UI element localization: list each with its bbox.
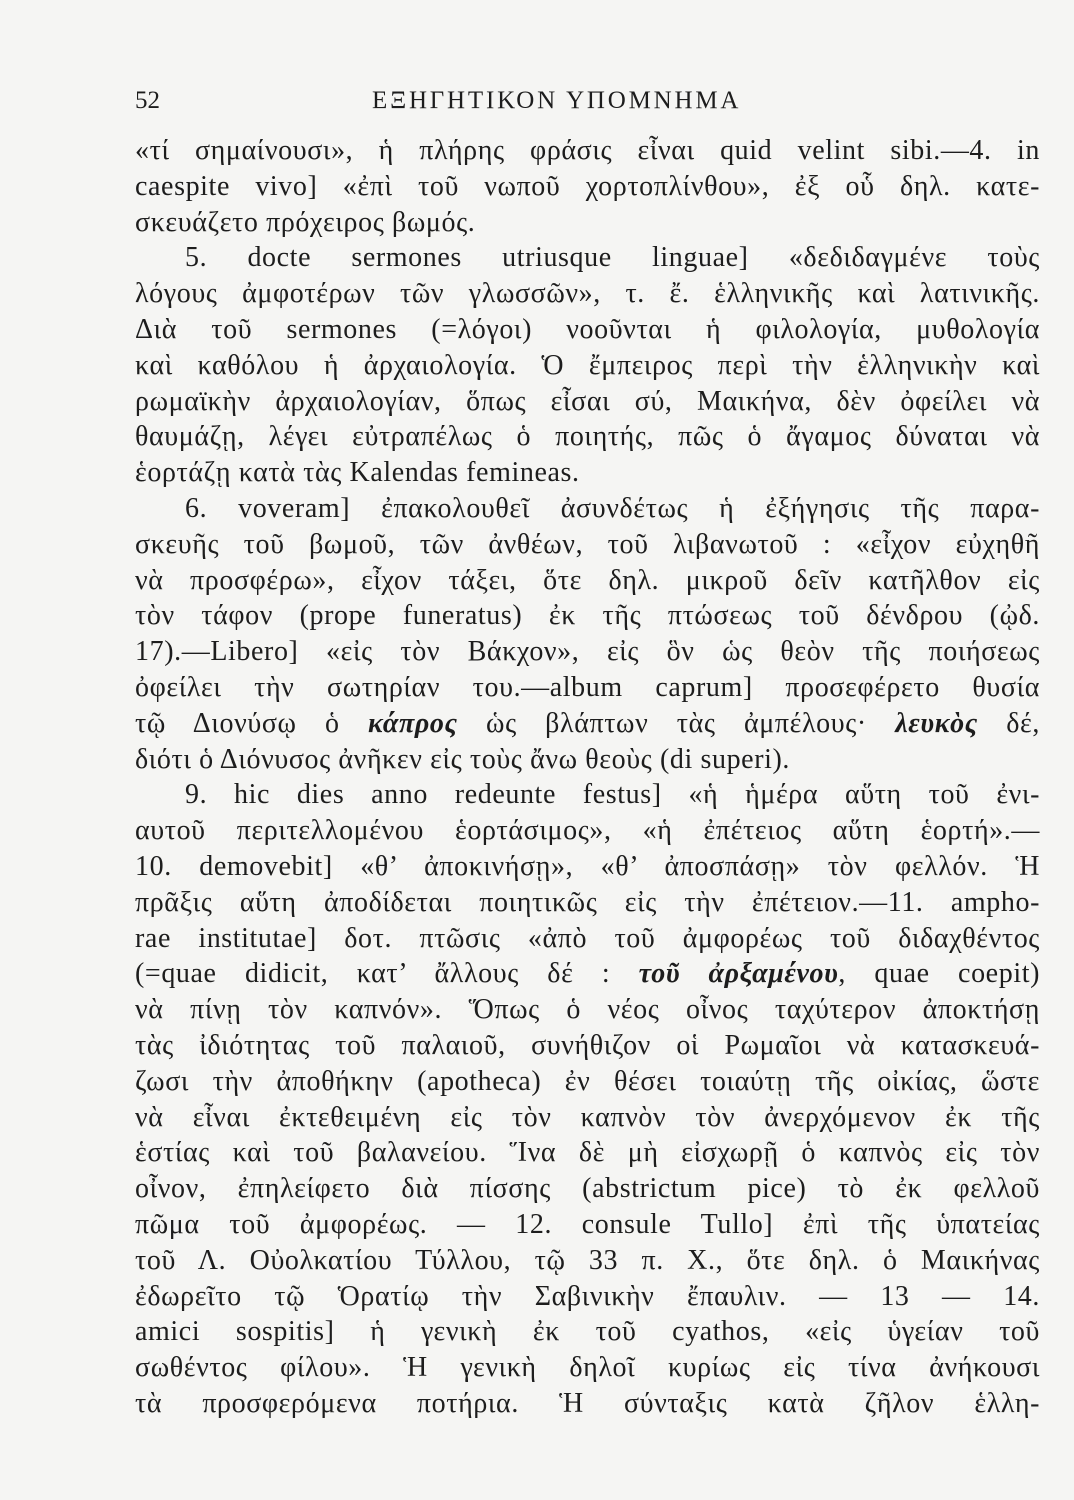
line-text: αυτοῦ περιτελλομένου ἑορτάσιμος», «ἡ ἐπέτειος αὕτη ἑορτή».— (135, 815, 1040, 847)
text-line (135, 527, 1040, 563)
text-line (135, 455, 1040, 491)
line-text: ἑστίας καὶ τοῦ βαλανείου. Ἵνα δὲ μὴ εἰσχωρῇ ὁ καπνὸς εἰς τὸν (135, 1137, 1040, 1169)
line-text-segment: , quae coepit) (838, 958, 1040, 990)
text-line (135, 205, 1040, 241)
text-line (135, 885, 1040, 921)
text-line (135, 742, 1040, 778)
line-text-segment: τῷ Διονύσῳ ὁ (135, 707, 369, 739)
text-line (135, 921, 1040, 957)
text-line (135, 491, 1040, 527)
line-text: λόγους ἀμφοτέρων τῶν γλωσσῶν», τ. ἔ. ἑλληνικῆς καὶ λατινικῆς. (135, 278, 1040, 310)
text-line (135, 133, 1040, 169)
line-text: καὶ καθόλου ἡ ἀρχαιολογία. Ὁ ἔμπειρος περὶ τὴν ἑλληνικὴν καὶ (135, 349, 1040, 381)
page-number: 52 (135, 87, 160, 114)
line-text: «τί σημαίνουσι», ἡ πλήρης φράσις εἶναι quid velint sibi.—4. in (135, 135, 1040, 166)
text-line (135, 670, 1040, 706)
text-line (135, 1243, 1040, 1279)
text-line (135, 813, 1040, 849)
text-line (135, 992, 1040, 1028)
emphasized-term: κάπρος (368, 707, 458, 739)
line-text: 6. voveram] ἐπακολουθεῖ ἀσυνδέτως ἡ ἐξήγησις τῆς παρα- (185, 492, 1040, 524)
text-line (135, 563, 1040, 599)
text-line (135, 1386, 1040, 1422)
text-line (135, 706, 1040, 742)
line-text: ἐδωρεῖτο τῷ Ὁρατίῳ τὴν Σαβινικὴν ἔπαυλιν. — 13 — 14. (135, 1280, 1040, 1312)
text-line (135, 956, 1040, 992)
line-text: πρᾶξις αὕτη ἀποδίδεται ποιητικῶς εἰς τὴν ἐπέτειον.—11. ampho- (135, 886, 1040, 918)
line-text: τὸν τάφον (prope funeratus) ἐκ τῆς πτώσεως τοῦ δένδρου (ᾠδ. (135, 600, 1040, 632)
text-line (135, 169, 1040, 205)
text-line (135, 1279, 1040, 1315)
text-line (135, 419, 1040, 455)
line-text: rae institutae] δοτ. πτῶσις «ἀπὸ τοῦ ἀμφορέως τοῦ διδαχθέντος (135, 922, 1040, 954)
text-line (135, 312, 1040, 348)
line-text: θαυμάζῃ, λέγει εὐτραπέλως ὁ ποιητής, πῶς ὁ ἄγαμος δύναται νὰ (135, 421, 1040, 453)
line-text-segment: (=quae didicit, κατ’ ἄλλους δέ : (135, 958, 639, 990)
running-head-title: ΕΞΗΓΗΤΙΚΟΝ ΥΠΟΜΝΗΜΑ (372, 87, 742, 114)
line-text: τοῦ Λ. Οὐολκατίου Τύλλου, τῷ 33 π. Χ., ὅτε δηλ. ὁ Μαικήνας (135, 1244, 1040, 1276)
line-text: οἶνον, ἐπηλείφετο διὰ πίσσης (abstrictum pice) τὸ ἐκ φελλοῦ (135, 1173, 1040, 1205)
line-text (135, 956, 1040, 992)
line-text: amici sospitis] ἡ γενικὴ ἐκ τοῦ cyathos, «εἰς ὑγείαν τοῦ (135, 1316, 1040, 1348)
text-line (135, 777, 1040, 813)
emphasized-term: λευκὸς (895, 707, 978, 739)
line-text: σκευῆς τοῦ βωμοῦ, τῶν ἀνθέων, τοῦ λιβανωτοῦ : «εἶχον εὐχηθῆ (135, 528, 1040, 560)
line-text: ἑορτάζῃ κατὰ τὰς Kalendas femineas. (135, 457, 580, 489)
text-line (135, 1100, 1040, 1136)
line-text: νὰ προσφέρω», εἶχον τάξει, ὅτε δηλ. μικροῦ δεῖν κατῆλθον εἰς (135, 564, 1040, 596)
line-text: 10. demovebit] «θ’ ἀποκινήσῃ», «θ’ ἀποσπάσῃ» τὸν φελλόν. Ἡ (135, 850, 1040, 882)
text-line (135, 1171, 1040, 1207)
text-line (135, 1028, 1040, 1064)
text-line (135, 598, 1040, 634)
commentary-text (135, 133, 1040, 1422)
line-text: caespite vivo] «ἐπὶ τοῦ νωποῦ χορτοπλίνθου», ἐξ οὗ δηλ. κατε- (135, 170, 1040, 202)
emphasized-term: τοῦ ἀρξαμένου (638, 958, 839, 990)
text-line (135, 384, 1040, 420)
line-text: ὀφείλει τὴν σωτηρίαν του.—album caprum] προσεφέρετο θυσία (135, 671, 1040, 703)
line-text: νὰ εἶναι ἐκτεθειμένη εἰς τὸν καπνὸν τὸν ἀνερχόμενον ἐκ τῆς (135, 1101, 1040, 1133)
line-text (135, 706, 1040, 742)
text-line (135, 1064, 1040, 1100)
line-text-segment: δέ, (977, 707, 1041, 739)
line-text: διότι ὁ Διόνυσος ἀνῆκεν εἰς τοὺς ἄνω θεοὺς (di superi). (135, 743, 791, 775)
text-line (135, 849, 1040, 885)
line-text: σωθέντος φίλου». Ἡ γενικὴ δηλοῖ κυρίως εἰς τίνα ἀνήκουσι (135, 1352, 1040, 1384)
text-line (135, 1350, 1040, 1386)
text-line (135, 348, 1040, 384)
line-text-segment: ὡς βλάπτων τὰς ἀμπέλους· (457, 707, 896, 739)
text-line (135, 1135, 1040, 1171)
text-line (135, 240, 1040, 276)
line-text: νὰ πίνῃ τὸν καπνόν». Ὅπως ὁ νέος οἶνος ταχύτερον ἀποκτήσῃ (135, 994, 1040, 1026)
text-line (135, 1207, 1040, 1243)
line-text: 9. hic dies anno redeunte festus] «ἡ ἡμέρα αὕτη τοῦ ἐνι- (185, 779, 1040, 811)
line-text: Διὰ τοῦ sermones (=λόγοι) νοοῦνται ἡ φιλολογία, μυθολογία (135, 313, 1040, 345)
line-text: 5. docte sermones utriusque linguae] «δεδιδαγμένε τοὺς (185, 242, 1040, 274)
line-text: τὰς ἰδιότητας τοῦ παλαιοῦ, συνήθιζον οἱ Ρωμαῖοι νὰ κατασκευά- (135, 1029, 1040, 1061)
line-text: ρωμαϊκὴν ἀρχαιολογίαν, ὅπως εἶσαι σύ, Μαικήνα, δὲν ὀφείλει νὰ (135, 385, 1040, 417)
line-text: ζωσι τὴν ἀποθήκην (apotheca) ἐν θέσει τοιαύτῃ τῆς οἰκίας, ὥστε (135, 1065, 1040, 1097)
text-line (135, 276, 1040, 312)
line-text: σκευάζετο πρόχειρος βωμός. (135, 206, 476, 238)
text-line (135, 1314, 1040, 1350)
text-line (135, 634, 1040, 670)
line-text: πῶμα τοῦ ἀμφορέως. — 12. consule Tullo] ἐπὶ τῆς ὑπατείας (135, 1208, 1040, 1240)
line-text: 17).—Libero] «εἰς τὸν Βάκχον», εἰς ὃν ὡς θεὸν τῆς ποιήσεως (135, 636, 1040, 668)
line-text: τὰ προσφερόμενα ποτήρια. Ἡ σύνταξις κατὰ ζῆλον ἑλλη- (135, 1387, 1040, 1419)
